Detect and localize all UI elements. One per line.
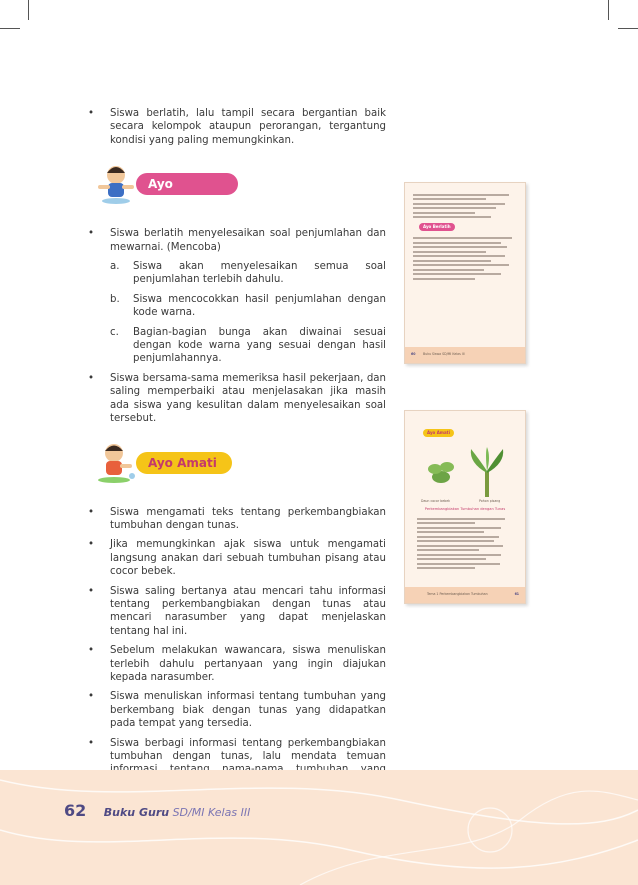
mini-section-label: Ayo Amati	[423, 429, 454, 437]
sub-item: a. Siswa akan menyelesaikan semua soal penjumlahan terlebih dahulu.	[110, 261, 386, 286]
bullet-item: • Siswa menuliskan informasi tentang tumbuhan yang berkembang biak dengan tunas yang didapatkan pada tempat yang tersedia.	[88, 691, 386, 730]
crop-mark	[0, 28, 20, 29]
bullet-item: • Siswa berbagi informasi tentang perkembangbiakan tumbuhan dengan tunas, lalu mendata temuan	[88, 737, 386, 762]
bullet-item: • Siswa saling bertanya atau mencari tahu informasi tentang perkembangbiakan dengan tunas atau mencari narasumber yang dapat menjelaskan tentang hal ini.	[88, 585, 386, 637]
child-illustration-icon	[94, 161, 138, 205]
thumb-heading: Perkembangbiakan Tumbuhan dengan Tunas	[424, 507, 506, 511]
ayo-berlatih-banner	[88, 161, 386, 214]
child-watering-illustration-icon	[94, 440, 138, 484]
thumb-page-number: 61	[514, 592, 519, 596]
decorative-swirl-icon	[0, 770, 638, 885]
book-subtitle: SD/MI Kelas III	[172, 806, 251, 819]
bullet-item: • Siswa berlatih menyelesaikan soal penjumlahan dan mewarnai. (Mencoba)	[88, 228, 386, 253]
thumb-footer-text: Buku Siswa SD/MI Kelas III	[423, 352, 465, 356]
thumb-page-number: 60	[411, 352, 416, 356]
crop-mark	[608, 0, 609, 20]
main-content	[88, 107, 386, 810]
bullet-item: • Jika memungkinkan ajak siswa untuk mengamati langsung anakan dari sebuah tumbuhan pisang atau cocor bebek.	[88, 539, 386, 578]
plant-caption: Daun cocor bebek	[421, 499, 451, 503]
crop-mark	[618, 28, 638, 29]
book-title: Buku Guru	[103, 806, 170, 819]
bullet-item: • Sebelum melakukan wawancara, siswa menuliskan terlebih dahulu pertanyaan yang ingin diajukan kepada narasumber.	[88, 645, 386, 683]
plant-illustration-icon	[417, 447, 513, 497]
section-label: Ayo Berlatih	[136, 173, 238, 195]
student-book-thumbnail-1	[404, 182, 526, 364]
thumb-footer-text: Tema 1 Perkembangbiakan Tumbuhan	[427, 592, 488, 596]
page-number: 62	[64, 801, 87, 820]
mini-section-label: Ayo Berlatih	[419, 223, 455, 231]
bullet-item: • Siswa bersama-sama memeriksa hasil pekerjaan, dan saling memperbaiki atau menjelasakan jika masih ada siswa yang kesulitan dalam menyelesaikan soal tersebut.	[88, 372, 386, 425]
sub-item: b. Siswa mencocokkan hasil penjumlahan dengan kode warna.	[110, 293, 386, 319]
student-book-thumbnail-2	[404, 410, 526, 604]
bullet-item: • Siswa berlatih, lalu tampil secara bergantian baik secara kelompok ataupun perorangan, tergantung kondisi yang paling memungkinkan.	[88, 108, 386, 146]
bullet-item: • Siswa mengamati teks tentang perkembangbiakan tumbuhan dengan tunas.	[88, 506, 386, 531]
section-label: Ayo Amati	[136, 452, 232, 474]
plant-caption: Pohon pisang	[479, 499, 501, 503]
sub-item: c. Bagian-bagian bunga akan diwainai sesuai dengan kode warna yang sesuai dengan hasil penjumlahannya.	[110, 326, 386, 365]
page-footer	[64, 801, 250, 820]
footer-band	[0, 770, 638, 885]
crop-mark	[28, 0, 29, 20]
ayo-amati-banner	[88, 440, 386, 484]
